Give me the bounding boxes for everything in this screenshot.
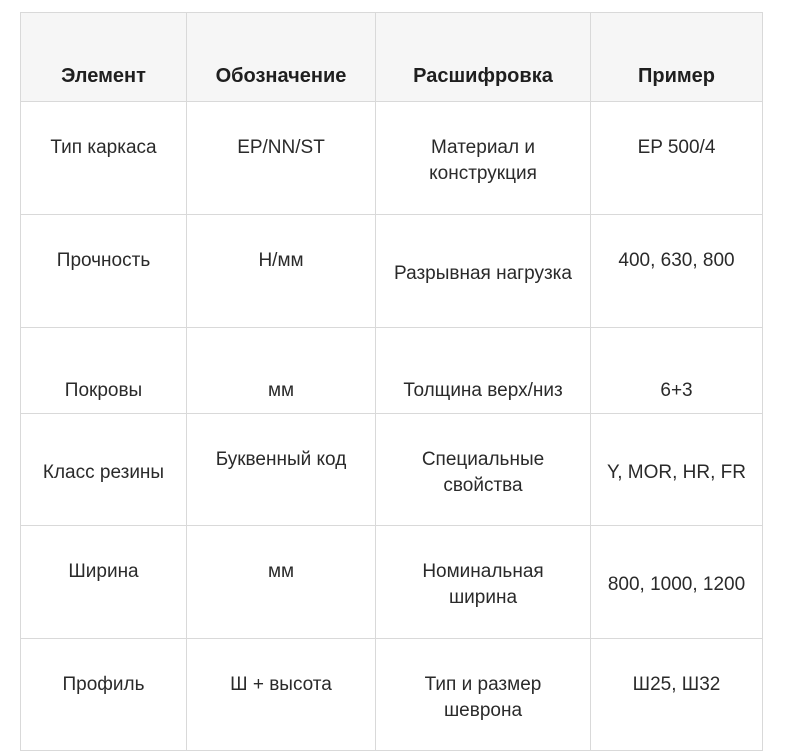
header-example: Пример bbox=[591, 13, 763, 102]
header-decoding: Расшифровка bbox=[376, 13, 591, 102]
cell-example: Ш25, Ш32 bbox=[591, 639, 763, 751]
table-row bbox=[21, 328, 763, 414]
cell-element: Ширина bbox=[21, 526, 187, 639]
cell-decoding: Материал и конструкция bbox=[376, 102, 591, 215]
cell-example: Y, MOR, HR, FR bbox=[591, 414, 763, 526]
cell-decoding: Толщина верх/низ bbox=[376, 328, 591, 414]
cell-designation: Н/мм bbox=[187, 215, 376, 328]
cell-example: EP 500/4 bbox=[591, 102, 763, 215]
cell-example: 800, 1000, 1200 bbox=[591, 526, 763, 639]
table-container bbox=[20, 12, 763, 751]
specification-table bbox=[20, 12, 763, 751]
cell-element: Тип каркаса bbox=[21, 102, 187, 215]
table-header bbox=[21, 13, 763, 102]
cell-decoding: Разрывная нагрузка bbox=[376, 215, 591, 328]
cell-example: 400, 630, 800 bbox=[591, 215, 763, 328]
cell-designation: Ш + высота bbox=[187, 639, 376, 751]
cell-element: Покровы bbox=[21, 328, 187, 414]
table-body bbox=[21, 102, 763, 751]
cell-designation: мм bbox=[187, 328, 376, 414]
cell-designation: EP/NN/ST bbox=[187, 102, 376, 215]
header-row bbox=[21, 13, 763, 102]
table-row bbox=[21, 414, 763, 526]
table-row bbox=[21, 526, 763, 639]
cell-element: Класс резины bbox=[21, 414, 187, 526]
cell-designation: Буквенный код bbox=[187, 414, 376, 526]
cell-decoding: Специальные свойства bbox=[376, 414, 591, 526]
cell-example: 6+3 bbox=[591, 328, 763, 414]
cell-designation: мм bbox=[187, 526, 376, 639]
table-row bbox=[21, 102, 763, 215]
header-element: Элемент bbox=[21, 13, 187, 102]
table-row bbox=[21, 639, 763, 751]
table-row bbox=[21, 215, 763, 328]
cell-element: Прочность bbox=[21, 215, 187, 328]
cell-decoding: Номинальная ширина bbox=[376, 526, 591, 639]
cell-decoding: Тип и размер шеврона bbox=[376, 639, 591, 751]
cell-element: Профиль bbox=[21, 639, 187, 751]
header-designation: Обозначение bbox=[187, 13, 376, 102]
